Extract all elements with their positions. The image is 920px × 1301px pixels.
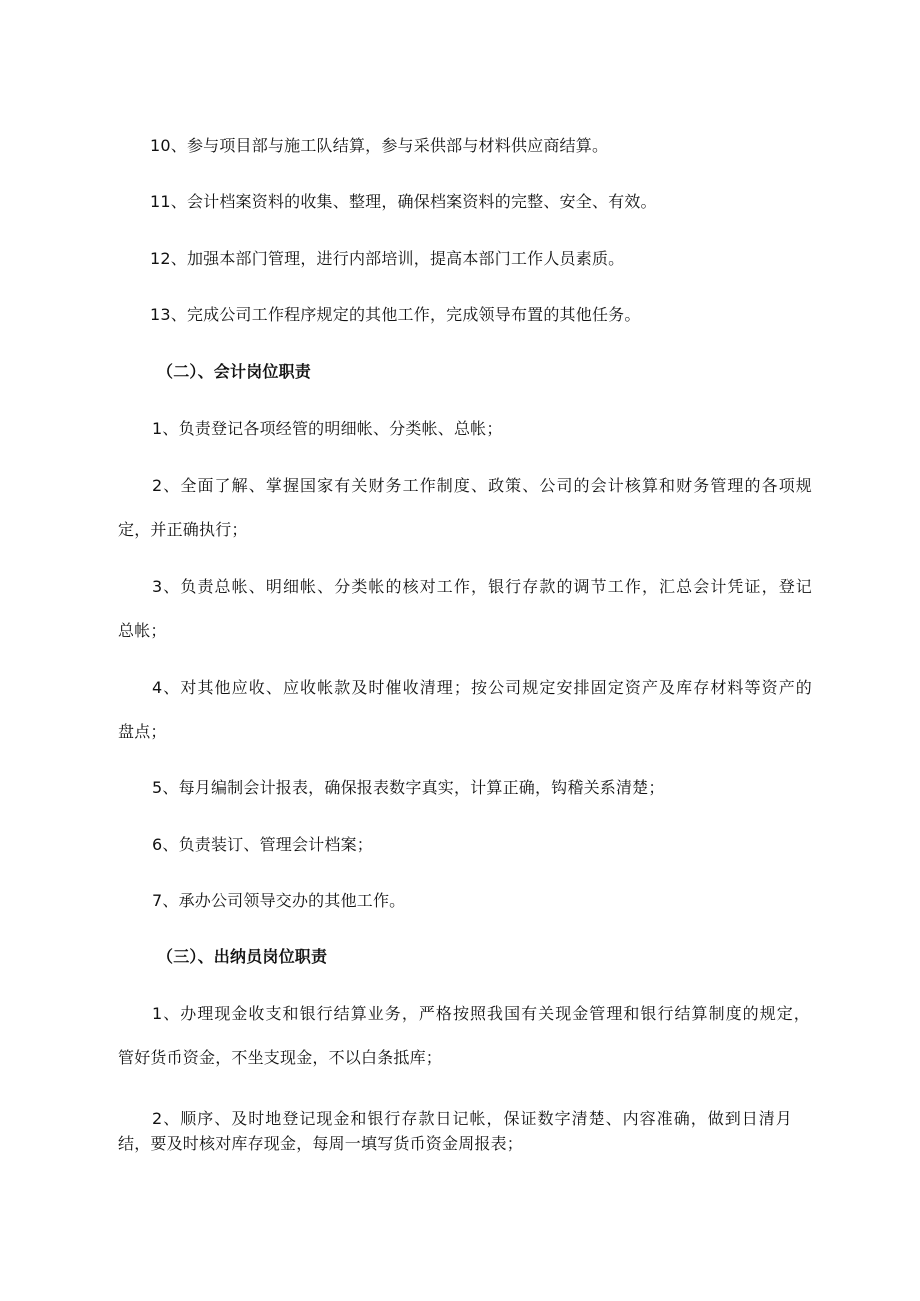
section-heading-cashier: （三）、出纳员岗位职责 [157, 947, 328, 966]
item-10: 10、参与项目部与施工队结算，参与采供部与材料供应商结算。 [150, 136, 609, 155]
item-11: 11、会计档案资料的收集、整理，确保档案资料的完整、安全、有效。 [150, 192, 657, 211]
accounting-item-1: 1、负责登记各项经管的明细帐、分类帐、总帐； [152, 419, 503, 438]
accounting-item-3-line-2: 总帐； [118, 621, 167, 640]
accounting-item-4-line-2: 盘点； [118, 722, 167, 741]
accounting-item-2-line-1: 2、全面了解、掌握国家有关财务工作制度、政策、公司的会计核算和财务管理的各项规 [152, 476, 812, 495]
accounting-item-3-line-1: 3、负责总帐、明细帐、分类帐的核对工作，银行存款的调节工作，汇总会计凭证，登记 [152, 577, 812, 596]
accounting-item-4-line-1: 4、对其他应收、应收帐款及时催收清理；按公司规定安排固定资产及库存材料等资产的 [152, 678, 812, 697]
accounting-item-5: 5、每月编制会计报表，确保报表数字真实，计算正确，钩稽关系清楚； [152, 778, 665, 797]
cashier-item-2-line-1: 2、顺序、及时地登记现金和银行存款日记帐，保证数字清楚、内容准确，做到日清月 [152, 1109, 792, 1128]
item-13: 13、完成公司工作程序规定的其他工作，完成领导布置的其他任务。 [150, 305, 641, 324]
accounting-item-7: 7、承办公司领导交办的其他工作。 [152, 891, 406, 910]
cashier-item-1-line-2: 管好货币资金，不坐支现金，不以白条抵库； [118, 1048, 443, 1067]
item-12: 12、加强本部门管理，进行内部培训，提高本部门工作人员素质。 [150, 249, 625, 268]
section-heading-accounting: （二）、会计岗位职责 [157, 362, 312, 381]
accounting-item-6: 6、负责装订、管理会计档案； [152, 835, 373, 854]
cashier-item-2-line-2: 结，要及时核对库存现金，每周一填写货币资金周报表； [118, 1134, 524, 1153]
cashier-item-1-line-1: 1、办理现金收支和银行结算业务，严格按照我国有关现金管理和银行结算制度的规定， [152, 1004, 810, 1023]
accounting-item-2-line-2: 定，并正确执行； [118, 520, 248, 539]
